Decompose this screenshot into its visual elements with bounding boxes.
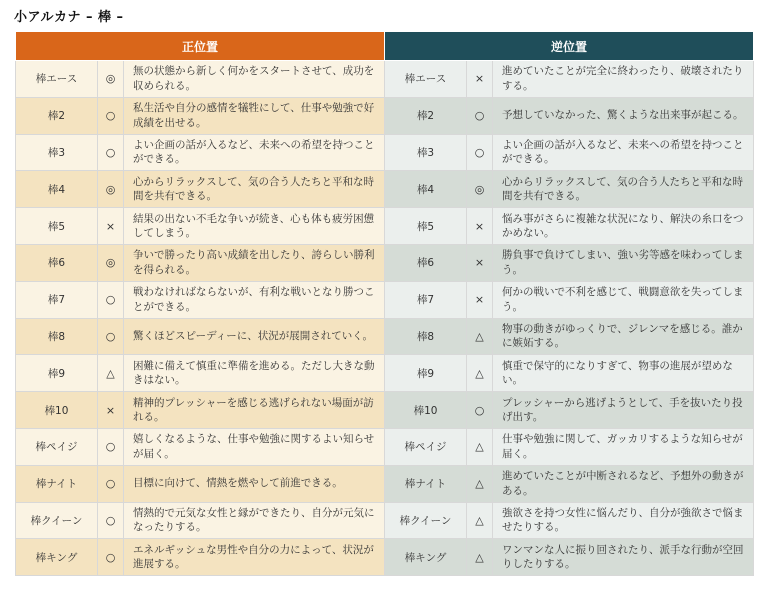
upright-meaning-text: 結果の出ない不毛な争いが続き、心も体も疲労困憊してしまう。 xyxy=(124,208,385,245)
reversed-card-name: 棒5 xyxy=(385,208,467,245)
upright-meaning-text: 驚くほどスピーディーに、状況が展開されていく。 xyxy=(124,318,385,355)
table-row xyxy=(16,465,754,502)
reversed-meaning-text: 強欲さを持つ女性に悩んだり、自分が強欲さで悩ませたりする。 xyxy=(493,502,754,539)
table-row xyxy=(16,318,754,355)
reversed-meaning-text: 勝負事で負けてしまい、強い劣等感を味わってしまう。 xyxy=(493,244,754,281)
upright-fortune-mark: ◎ xyxy=(98,61,124,98)
table-row xyxy=(16,428,754,465)
upright-card-name: 棒ナイト xyxy=(16,465,98,502)
reversed-card-name: 棒9 xyxy=(385,355,467,392)
reversed-fortune-mark: △ xyxy=(467,428,493,465)
reversed-card-name: 棒ペイジ xyxy=(385,428,467,465)
upright-fortune-mark: ○ xyxy=(98,465,124,502)
upright-header: 正位置 xyxy=(16,32,385,61)
upright-card-name: 棒4 xyxy=(16,171,98,208)
reversed-card-name: 棒10 xyxy=(385,392,467,429)
reversed-card-name: 棒3 xyxy=(385,134,467,171)
upright-fortune-mark: ○ xyxy=(98,428,124,465)
reversed-meaning-text: よい企画の話が入るなど、未来への希望を持つことができる。 xyxy=(493,134,754,171)
table-row xyxy=(16,134,754,171)
upright-fortune-mark: △ xyxy=(98,355,124,392)
reversed-card-name: 棒クイーン xyxy=(385,502,467,539)
upright-meaning-text: 困難に備えて慎重に準備を進める。ただし大きな動きはない。 xyxy=(124,355,385,392)
upright-card-name: 棒クイーン xyxy=(16,502,98,539)
reversed-meaning-text: 物事の動きがゆっくりで、ジレンマを感じる。誰かに嫉妬する。 xyxy=(493,318,754,355)
reversed-card-name: 棒8 xyxy=(385,318,467,355)
reversed-fortune-mark: △ xyxy=(467,465,493,502)
upright-fortune-mark: ○ xyxy=(98,539,124,576)
reversed-meaning-text: 仕事や勉強に関して、ガッカリするような知らせが届く。 xyxy=(493,428,754,465)
upright-fortune-mark: × xyxy=(98,208,124,245)
reversed-fortune-mark: × xyxy=(467,208,493,245)
upright-card-name: 棒2 xyxy=(16,97,98,134)
reversed-card-name: 棒4 xyxy=(385,171,467,208)
upright-fortune-mark: ◎ xyxy=(98,244,124,281)
reversed-card-name: 棒ナイト xyxy=(385,465,467,502)
reversed-fortune-mark: × xyxy=(467,244,493,281)
table-row xyxy=(16,244,754,281)
upright-meaning-text: エネルギッシュな男性や自分の力によって、状況が進展する。 xyxy=(124,539,385,576)
reversed-meaning-text: プレッシャーから逃げようとして、手を抜いたり投げ出す。 xyxy=(493,392,754,429)
table-row xyxy=(16,171,754,208)
reversed-meaning-text: 進めていたことが完全に終わったり、破壊されたりする。 xyxy=(493,61,754,98)
upright-meaning-text: 無の状態から新しく何かをスタートさせて、成功を収められる。 xyxy=(124,61,385,98)
table-row xyxy=(16,281,754,318)
reversed-meaning-text: 進めていたことが中断されるなど、予想外の動きがある。 xyxy=(493,465,754,502)
upright-meaning-text: よい企画の話が入るなど、未来への希望を持つことができる。 xyxy=(124,134,385,171)
upright-fortune-mark: ○ xyxy=(98,318,124,355)
table-row xyxy=(16,502,754,539)
reversed-card-name: 棒2 xyxy=(385,97,467,134)
reversed-meaning-text: ワンマンな人に振り回されたり、派手な行動が空回りしたりする。 xyxy=(493,539,754,576)
upright-meaning-text: 争いで勝ったり高い成績を出したり、誇らしい勝利を得られる。 xyxy=(124,244,385,281)
reversed-card-name: 棒エース xyxy=(385,61,467,98)
page-title: 小アルカナ – 棒 – xyxy=(14,10,124,25)
upright-fortune-mark: ○ xyxy=(98,134,124,171)
reversed-card-name: 棒キング xyxy=(385,539,467,576)
reversed-meaning-text: 慎重で保守的になりすぎて、物事の進展が望めない。 xyxy=(493,355,754,392)
upright-fortune-mark: ○ xyxy=(98,97,124,134)
upright-card-name: 棒エース xyxy=(16,61,98,98)
reversed-card-name: 棒7 xyxy=(385,281,467,318)
reversed-fortune-mark: △ xyxy=(467,318,493,355)
table-row xyxy=(16,97,754,134)
table-row xyxy=(16,61,754,98)
upright-card-name: 棒ペイジ xyxy=(16,428,98,465)
upright-fortune-mark: ○ xyxy=(98,281,124,318)
reversed-fortune-mark: △ xyxy=(467,502,493,539)
upright-card-name: 棒10 xyxy=(16,392,98,429)
reversed-fortune-mark: ○ xyxy=(467,134,493,171)
upright-card-name: 棒8 xyxy=(16,318,98,355)
table-row xyxy=(16,392,754,429)
reversed-fortune-mark: △ xyxy=(467,539,493,576)
upright-card-name: 棒キング xyxy=(16,539,98,576)
reversed-fortune-mark: △ xyxy=(467,355,493,392)
table-row xyxy=(16,355,754,392)
upright-meaning-text: 心からリラックスして、気の合う人たちと平和な時間を共有できる。 xyxy=(124,171,385,208)
upright-meaning-text: 嬉しくなるような、仕事や勉強に関するよい知らせが届く。 xyxy=(124,428,385,465)
upright-meaning-text: 戦わなければならないが、有利な戦いとなり勝つことができる。 xyxy=(124,281,385,318)
upright-meaning-text: 私生活や自分の感情を犠牲にして、仕事や勉強で好成績を出せる。 xyxy=(124,97,385,134)
reversed-meaning-text: 何かの戦いで不利を感じて、戦闘意欲を失ってしまう。 xyxy=(493,281,754,318)
upright-meaning-text: 目標に向けて、情熱を燃やして前進できる。 xyxy=(124,465,385,502)
upright-card-name: 棒7 xyxy=(16,281,98,318)
wands-meaning-table xyxy=(15,31,754,576)
reversed-fortune-mark: ○ xyxy=(467,97,493,134)
table-row xyxy=(16,539,754,576)
reversed-meaning-text: 悩み事がさらに複雑な状況になり、解決の糸口をつかめない。 xyxy=(493,208,754,245)
upright-meaning-text: 情熱的で元気な女性と縁ができたり、自分が元気になったりする。 xyxy=(124,502,385,539)
reversed-fortune-mark: ◎ xyxy=(467,171,493,208)
upright-fortune-mark: ○ xyxy=(98,502,124,539)
upright-card-name: 棒5 xyxy=(16,208,98,245)
reversed-header: 逆位置 xyxy=(385,32,754,61)
table-row xyxy=(16,208,754,245)
reversed-fortune-mark: ○ xyxy=(467,392,493,429)
upright-fortune-mark: × xyxy=(98,392,124,429)
reversed-card-name: 棒6 xyxy=(385,244,467,281)
reversed-fortune-mark: × xyxy=(467,281,493,318)
table-header-row xyxy=(16,32,754,61)
reversed-fortune-mark: × xyxy=(467,61,493,98)
upright-card-name: 棒6 xyxy=(16,244,98,281)
reversed-meaning-text: 予想していなかった、驚くような出来事が起こる。 xyxy=(493,97,754,134)
upright-card-name: 棒9 xyxy=(16,355,98,392)
upright-fortune-mark: ◎ xyxy=(98,171,124,208)
upright-card-name: 棒3 xyxy=(16,134,98,171)
upright-meaning-text: 精神的プレッシャーを感じる逃げられない場面が訪れる。 xyxy=(124,392,385,429)
reversed-meaning-text: 心からリラックスして、気の合う人たちと平和な時間を共有できる。 xyxy=(493,171,754,208)
